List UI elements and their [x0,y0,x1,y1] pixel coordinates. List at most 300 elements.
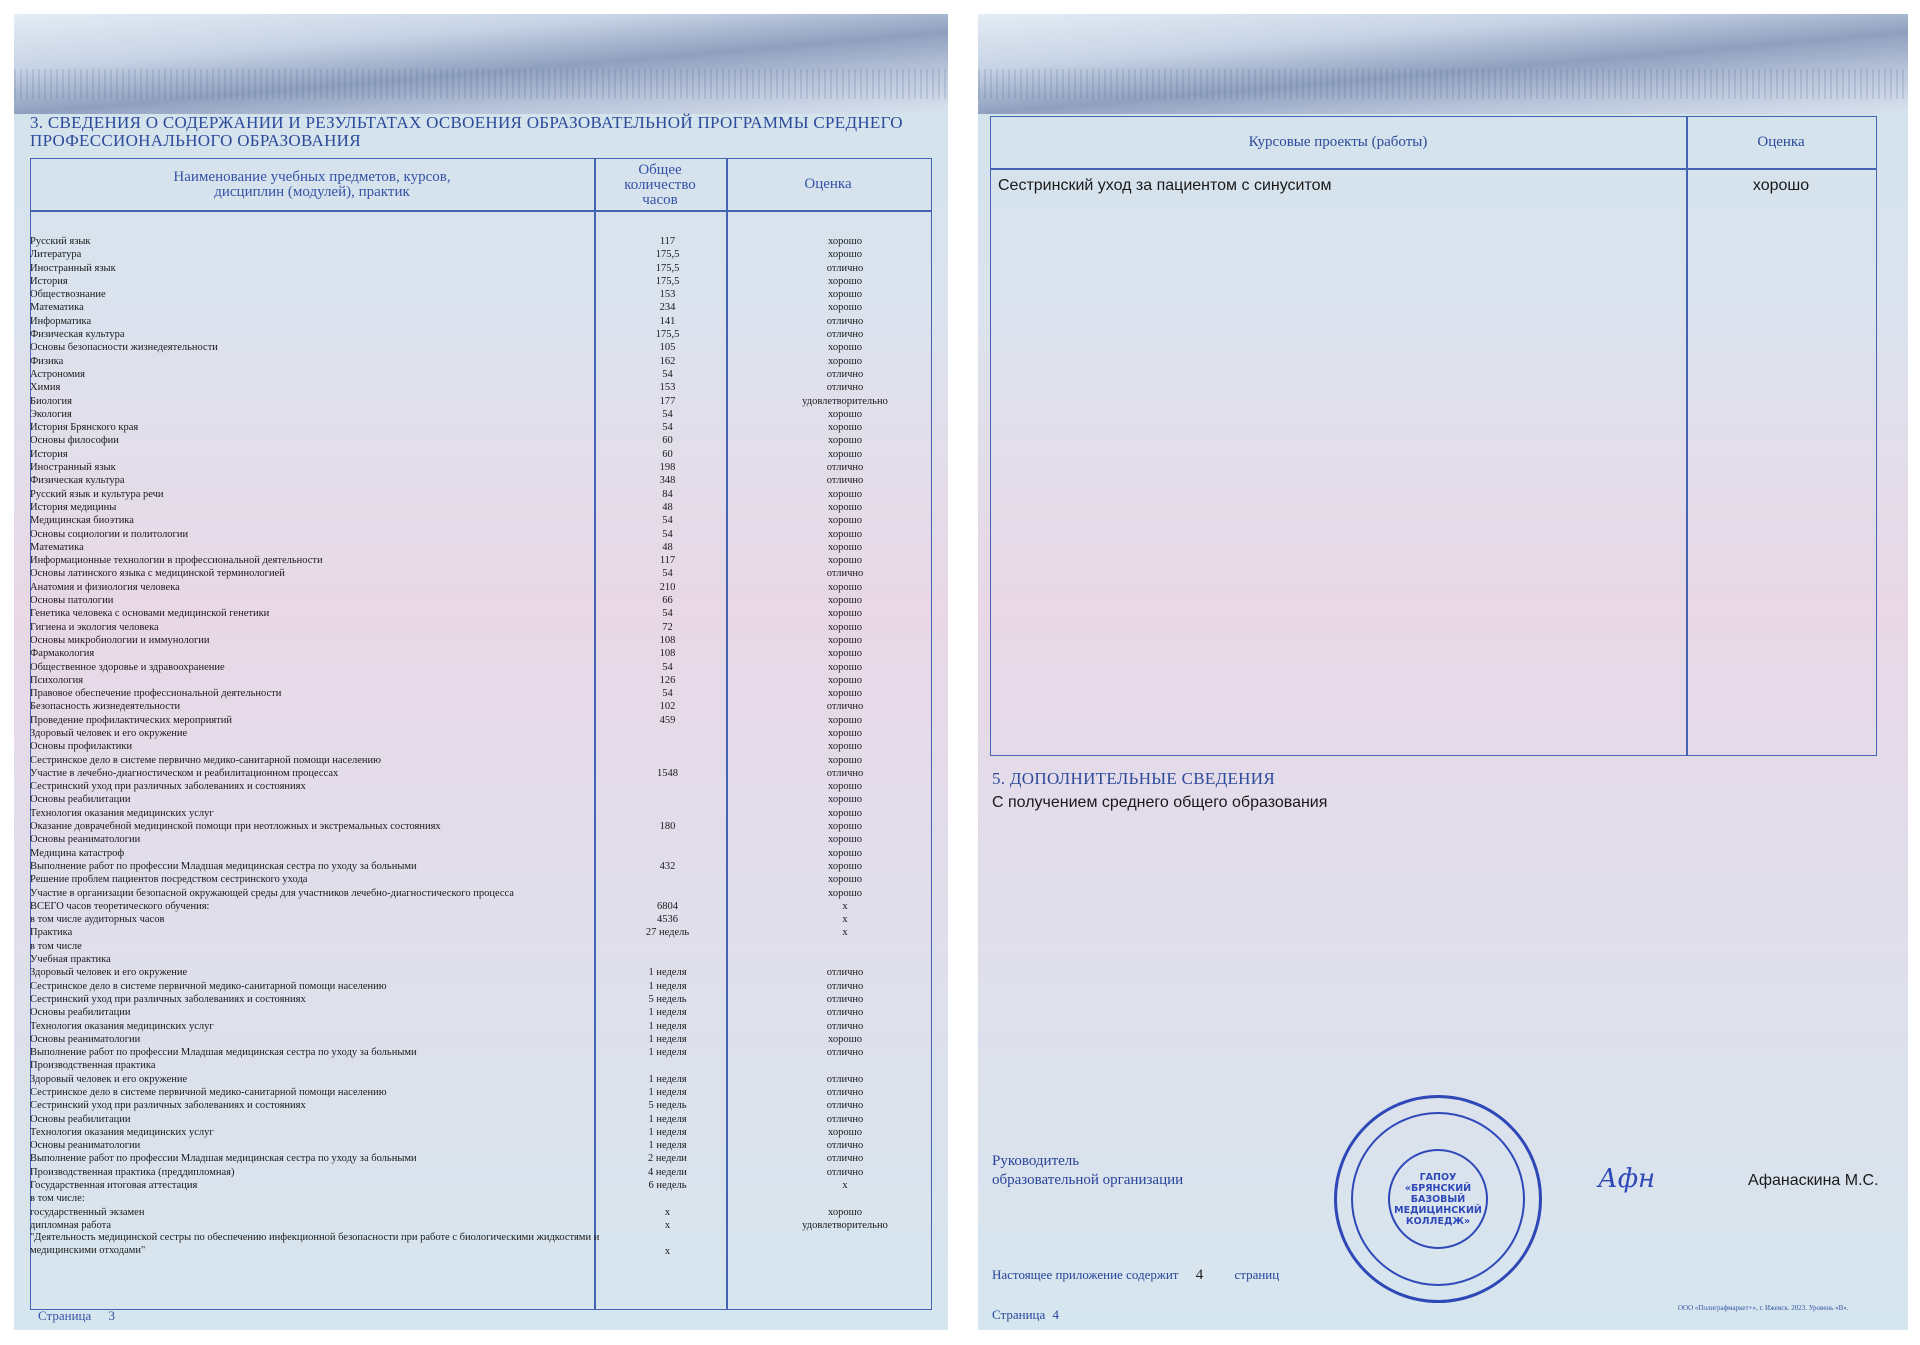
subject-grade: хорошо [828,754,862,766]
table-row [30,448,930,461]
subject-hours: 126 [659,674,676,686]
subject-hours: х [664,1246,671,1258]
col-header-hours-line2: количество [624,177,696,193]
subject-name: Основы безопасности жизнедеятельности [30,342,218,354]
table-row [30,1219,930,1232]
subject-hours: 348 [659,475,676,487]
table-row [30,528,930,541]
subject-hours: 153 [659,382,676,394]
subject-grade: х [842,914,848,926]
section-5-title: 5. ДОПОЛНИТЕЛЬНЫЕ СВЕДЕНИЯ [992,769,1275,788]
table-row [30,607,930,620]
subject-grade: отлично [826,1020,864,1032]
subject-name: Информационные технологии в профессиональной деятельности [30,555,323,567]
subject-name: Технология оказания медицинских услуг [30,1126,214,1138]
subject-name: Государственная итоговая аттестация [30,1180,198,1192]
col-header-hours-line3: часов [642,192,678,208]
subject-hours: 141 [659,315,676,327]
subject-hours: 1 неделя [648,1140,687,1152]
table-row [30,421,930,434]
subject-name: в том числе: [30,1193,85,1205]
subject-grade: отлично [826,1073,864,1085]
subject-name: Генетика человека с основами медицинской генетики [30,608,270,620]
table-row [30,1192,930,1205]
subject-hours: 105 [659,342,676,354]
subject-grade: хорошо [828,249,862,261]
subject-name: Основы профилактики [30,741,133,753]
subject-grade: хорошо [828,608,862,620]
subject-grade: хорошо [828,727,862,739]
subject-name: Технология оказания медицинских услуг [30,1020,214,1032]
table-row [30,501,930,514]
subject-grade: отлично [826,1140,864,1152]
subject-grade: отлично [826,568,864,580]
subject-grade: х [842,1180,848,1192]
subject-grade: хорошо [828,435,862,447]
table-row [30,1179,930,1192]
table-row [30,966,930,979]
table-row [30,754,930,767]
table-row [30,980,930,993]
decorative-band-pattern [14,69,948,99]
subject-name: История Брянского края [30,422,139,434]
page-number: 4 [1052,1307,1060,1322]
subject-name: Правовое обеспечение профессиональной деятельности [30,688,282,700]
subject-name: Физическая культура [30,329,125,341]
head-title-line1: Руководитель [992,1153,1080,1169]
subject-name: Анатомия и физиология человека [30,581,180,593]
subject-grade: хорошо [828,714,862,726]
section-5-text: С получением среднего общего образования [992,794,1328,811]
table-row [30,1073,930,1086]
page-label: Страница [992,1307,1046,1322]
col-header-hours [594,163,726,208]
table-row [30,621,930,634]
subject-grade: хорошо [828,488,862,500]
subject-grade: отлично [826,1153,864,1165]
subject-hours: х [664,1219,671,1231]
table-row [30,1059,930,1072]
subject-grade: хорошо [828,302,862,314]
subject-name: История [30,448,68,460]
table-row [30,1232,930,1258]
table-row [30,1139,930,1152]
subject-name: Основы реабилитации [30,1113,131,1125]
table-row [30,714,930,727]
subject-name: Математика [30,541,84,553]
subject-grade: хорошо [828,1126,862,1138]
subject-grade: хорошо [828,688,862,700]
col-header-name-line2: дисциплин (модулей), практик [214,184,410,200]
page-footer [38,1308,115,1324]
subject-name: Общественное здоровье и здравоохранение [30,661,225,673]
subject-hours: 432 [659,860,676,872]
subject-name: Основы микробиологии и иммунологии [30,634,210,646]
seal-text: ГАПОУ «БРЯНСКИЙ БАЗОВЫЙ МЕДИЦИНСКИЙ КОЛЛЕДЖ» [1394,1171,1482,1227]
subject-name: Иностранный язык [30,462,116,474]
table-row [30,661,930,674]
table-row [30,514,930,527]
subject-name: Химия [30,382,61,394]
subject-hours: 117 [659,555,676,567]
subject-hours: 27 недель [645,927,690,939]
subject-name: Литература [30,249,82,261]
subject-name: Астрономия [30,368,85,380]
subject-hours: 54 [662,661,673,673]
subject-grade: хорошо [828,342,862,354]
subject-hours: 54 [662,688,673,700]
subject-hours: 175,5 [655,329,680,341]
subject-grade: хорошо [828,555,862,567]
subject-name: История [30,275,68,287]
table-row [30,434,930,447]
table-row [30,1020,930,1033]
subject-hours: 1 неделя [648,1113,687,1125]
subject-grade: хорошо [828,674,862,686]
subject-grade: хорошо [828,847,862,859]
table-row [30,328,930,341]
table-row [30,1086,930,1099]
subject-hours: 108 [659,634,676,646]
subject-name: История медицины [30,501,117,513]
subject-name: Основы реабилитации [30,1007,131,1019]
subject-grade: хорошо [828,834,862,846]
table-row [30,301,930,314]
table-row [30,1166,930,1179]
subject-hours: 5 недель [648,993,687,1005]
subject-grade: хорошо [828,448,862,460]
subject-hours: 1 неделя [648,1073,687,1085]
subject-grade: удовлетворительно [802,395,888,407]
pages-suffix: страниц [1234,1267,1280,1282]
subject-grade: отлично [826,262,864,274]
subject-grade: отлично [826,1007,864,1019]
subject-grade: хорошо [828,794,862,806]
subject-grade: хорошо [828,289,862,301]
printer-imprint: ООО «Полиграфмаркет+», г. Ижевск. 2023. Уровень «В». [1678,1304,1849,1312]
subject-grade: удовлетворительно [802,1219,888,1231]
table-row [30,581,930,594]
subject-hours: 54 [662,608,673,620]
table-row [30,847,930,860]
table-row [30,887,930,900]
left-page [14,14,948,1330]
table-row [30,953,930,966]
table-row [30,248,930,261]
subject-name: Учебная практика [30,954,111,966]
subject-name: Оказание доврачебной медицинской помощи при неотложных и экстремальных состояниях [30,821,441,833]
table-row [30,288,930,301]
col-header-hours-line1: Общее [638,162,682,178]
subject-name: Медицинская биоэтика [30,515,134,527]
subject-grade: отлично [826,382,864,394]
subject-grade: хорошо [828,741,862,753]
subject-hours: х [664,1206,671,1218]
table-row [30,275,930,288]
signature: Афн [1598,1164,1656,1194]
decorative-band-pattern [978,69,1908,99]
subject-hours: 1548 [657,767,678,779]
table-row [30,262,930,275]
col-header-name [30,170,594,200]
subject-name: Основы реаниматологии [30,834,141,846]
table-row [30,368,930,381]
subject-grade: хорошо [828,621,862,633]
head-title-line2: образовательной организации [992,1172,1184,1188]
col-header-name-line1: Наименование учебных предметов, курсов, [173,169,451,185]
subject-name: Основы патологии [30,595,114,607]
col-header-grade: Оценка [804,176,852,192]
subject-grade: хорошо [828,1033,862,1045]
table-row [30,381,930,394]
head-title [992,1152,1183,1190]
subject-hours: 1 неделя [648,1047,687,1059]
table-row [30,926,930,939]
section-3-title-line2: ПРОФЕССИОНАЛЬНОГО ОБРАЗОВАНИЯ [30,131,361,150]
subject-name: Основы реаниматологии [30,1033,141,1045]
page-number: 3 [108,1308,116,1323]
table-row [30,900,930,913]
pages-count: 4 [1195,1267,1204,1283]
subject-name: Выполнение работ по профессии Младшая медицинская сестра по уходу за больными [30,1153,417,1165]
subject-name: Биология [30,395,73,407]
table-row [30,833,930,846]
subject-grade: хорошо [828,581,862,593]
table-row [30,740,930,753]
subject-name: Производственная практика [30,1060,156,1072]
pages-count-line [992,1267,1279,1284]
subject-name: Математика [30,302,84,314]
table-row [30,1033,930,1046]
subject-hours: 102 [659,701,676,713]
subject-grade: отлично [826,1113,864,1125]
table-row [30,793,930,806]
subject-name: Здоровый человек и его окружение [30,967,188,979]
subject-hours: 54 [662,568,673,580]
subject-name: Русский язык и культура речи [30,488,164,500]
subject-grade: хорошо [828,422,862,434]
table-row [30,913,930,926]
subject-grade: х [842,900,848,912]
subject-name: Обществознание [30,289,106,301]
table-row [30,767,930,780]
subject-name: Экология [30,408,72,420]
subject-hours: 117 [659,236,676,247]
table-row [30,235,930,248]
table-row [30,1006,930,1019]
subject-grade: отлично [826,701,864,713]
subject-hours: 108 [659,648,676,660]
subject-hours: 4536 [657,914,678,926]
subject-hours: 180 [659,821,676,833]
header-divider [990,168,1877,170]
subject-name: Основы реабилитации [30,794,131,806]
subject-grade: хорошо [828,874,862,886]
subject-hours: 1 неделя [648,1007,687,1019]
official-seal [1334,1095,1542,1303]
subject-grade: отлично [826,1100,864,1112]
subject-name: Фармакология [30,648,95,660]
table-row [30,634,930,647]
subject-hours: 54 [662,528,673,540]
decorative-band [978,14,1908,114]
subject-grade: хорошо [828,541,862,553]
subject-name: Русский язык [30,236,91,247]
subject-hours: 60 [662,435,673,447]
subject-grade: хорошо [828,515,862,527]
subject-grade: хорошо [828,860,862,872]
subject-grade: отлично [826,1047,864,1059]
subject-grade: хорошо [828,634,862,646]
table-row [30,461,930,474]
subject-grade: отлично [826,1087,864,1098]
table-row [30,1152,930,1165]
subject-name: Основы социологии и политологии [30,528,189,540]
subject-name: дипломная работа [30,1219,111,1231]
subject-name: Информатика [30,315,92,327]
subject-hours: 48 [662,541,673,553]
subject-hours: 54 [662,515,673,527]
subject-hours: 177 [659,395,676,407]
table-row [30,355,930,368]
subject-name: Психология [30,674,84,686]
col-header-grade: Оценка [1757,134,1805,150]
subject-grade: хорошо [828,821,862,833]
section-3-title [30,114,930,150]
subject-grade: хорошо [828,807,862,819]
subject-name: Производственная практика (преддипломная) [30,1166,235,1178]
course-projects-table-frame [990,116,1877,756]
subject-name: Основы латинского языка с медицинской терминологией [30,568,285,580]
subject-name: Участие в лечебно-диагностическом и реабилитационном процессах [30,767,339,779]
table-row [30,554,930,567]
table-row [30,780,930,793]
subject-grade: хорошо [828,275,862,287]
subject-hours: 2 недели [648,1153,687,1165]
subject-name: Сестринское дело в системе первичной медико-санитарной помощи населению [30,1087,387,1098]
subject-grade: отлично [826,368,864,380]
subject-name: Участие в организации безопасной окружающей среды для участников лечебно-диагностического процесса [30,887,514,899]
grades-table-body [30,235,930,1258]
subject-name: государственный экзамен [30,1206,145,1218]
table-row [30,341,930,354]
table-row [30,395,930,408]
table-row [30,700,930,713]
subject-hours: 60 [662,448,673,460]
subject-name: Сестринский уход при различных заболеваниях и состояниях [30,1100,306,1112]
table-row [30,1126,930,1139]
subject-name: Физика [30,355,64,367]
subject-name: Выполнение работ по профессии Младшая медицинская сестра по уходу за больными [30,1047,417,1059]
course-project-grade: хорошо [1752,177,1810,194]
subject-grade: хорошо [828,528,862,540]
table-row [30,594,930,607]
subject-grade: отлично [826,329,864,341]
section-3-title-line1: 3. СВЕДЕНИЯ О СОДЕРЖАНИИ И РЕЗУЛЬТАТАХ ОСВОЕНИЯ ОБРАЗОВАТЕЛЬНОЙ ПРОГРАММЫ СРЕДНЕГО [30,113,903,132]
table-row [30,488,930,501]
subject-hours: 1 неделя [648,1126,687,1138]
subject-hours: 459 [659,714,676,726]
subject-grade: хорошо [828,648,862,660]
table-row [30,820,930,833]
subject-name: "Деятельность медицинской сестры по обеспечению инфекционной безопасности при работе с биологическими жидкостями и медицинскими отходами" [30,1232,600,1256]
subject-name: Сестринское дело в системе первичной медико-санитарной помощи населению [30,980,387,992]
subject-hours: 175,5 [655,262,680,274]
subject-hours: 54 [662,422,673,434]
subject-hours: 54 [662,408,673,420]
subject-name: Выполнение работ по профессии Младшая медицинская сестра по уходу за больными [30,860,417,872]
subject-name: ВСЕГО часов теоретического обучения: [30,900,210,912]
subject-name: Гигиена и экология человека [30,621,159,633]
table-row [30,687,930,700]
subject-name: Сестринский уход при различных заболеваниях и состояниях [30,781,306,793]
page-footer [992,1307,1059,1323]
subject-name: Проведение профилактических мероприятий [30,714,233,726]
table-row [30,940,930,953]
table-row [30,1113,930,1126]
table-row [30,860,930,873]
subject-grade: х [842,927,848,939]
subject-hours: 162 [659,355,676,367]
subject-hours: 175,5 [655,249,680,261]
subject-name: Основы философии [30,435,119,447]
page-label: Страница [38,1308,92,1323]
subject-grade: хорошо [828,236,862,247]
subject-name: Физическая культура [30,475,125,487]
subject-name: Основы реаниматологии [30,1140,141,1152]
table-row [30,674,930,687]
table-row [30,567,930,580]
subject-grade: отлично [826,315,864,327]
course-project-name: Сестринский уход за пациентом с синуситом [998,177,1332,194]
table-row [30,474,930,487]
subject-hours: 153 [659,289,676,301]
subject-hours: 1 неделя [648,980,687,992]
table-row [30,647,930,660]
subject-name: Решение проблем пациентов посредством сестринского ухода [30,874,308,886]
subject-hours: 1 неделя [648,1020,687,1032]
subject-name: Иностранный язык [30,262,116,274]
table-row [30,993,930,1006]
subject-hours: 198 [659,462,676,474]
subject-name: Сестринский уход при различных заболеваниях и состояниях [30,993,306,1005]
subject-hours: 1 неделя [648,1033,687,1045]
subject-grade: хорошо [828,501,862,513]
subject-name: в том числе аудиторных часов [30,914,165,926]
table-row [30,408,930,421]
table-row [30,315,930,328]
table-row [30,1206,930,1219]
subject-hours: 210 [659,581,676,593]
subject-grade: хорошо [828,595,862,607]
table-row [30,1046,930,1059]
table-row [30,541,930,554]
subject-grade: отлично [826,462,864,474]
subject-grade: хорошо [828,408,862,420]
decorative-band [14,14,948,114]
subject-name: Практика [30,927,73,939]
subject-hours: 1 неделя [648,1087,687,1098]
pages-prefix: Настоящее приложение содержит [992,1267,1179,1282]
subject-grade: отлично [826,475,864,487]
subject-name: Безопасность жизнедеятельности [30,701,181,713]
subject-name: Сестринское дело в системе первично медико-санитарной помощи населению [30,754,381,766]
subject-name: Медицина катастроф [30,847,125,859]
subject-grade: отлично [826,767,864,779]
subject-hours: 48 [662,501,673,513]
subject-hours: 1 неделя [648,967,687,979]
subject-hours: 175,5 [655,275,680,287]
